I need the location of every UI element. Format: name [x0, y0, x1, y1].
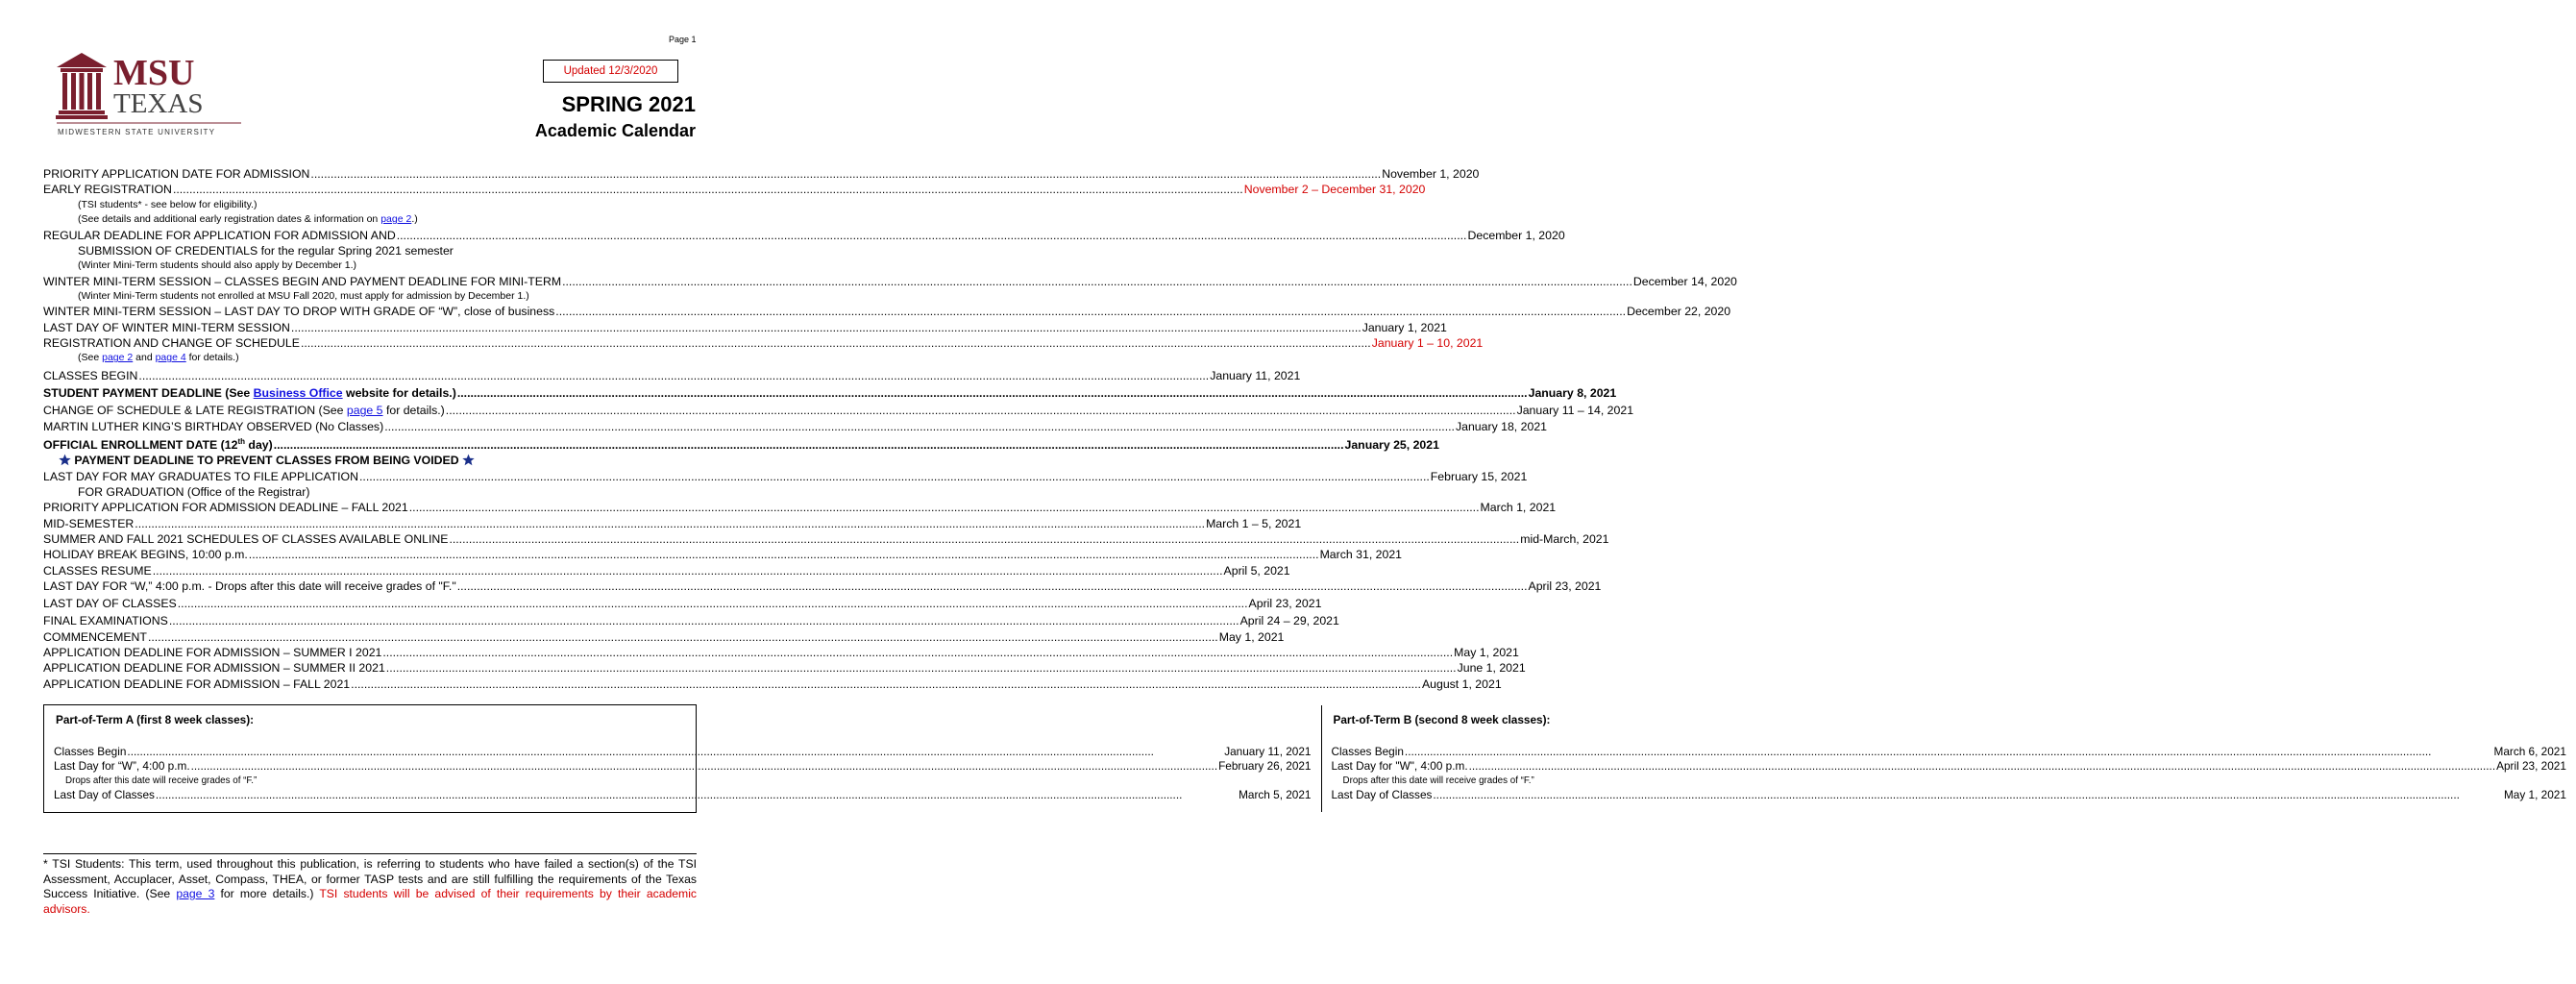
event-date: January 8, 2021 — [1528, 386, 1617, 401]
calendar-row — [43, 516, 1302, 531]
calendar-row — [43, 335, 1484, 351]
updated-date-box: Updated 12/3/2020 — [543, 60, 678, 83]
event-date: January 18, 2021 — [1455, 419, 1547, 433]
term-row — [1332, 759, 2566, 774]
calendar-row — [43, 563, 1290, 578]
part-of-term-a-title: Part-of-Term A (first 8 week classes): — [56, 713, 255, 726]
calendar-row — [43, 403, 1634, 418]
term-date: January 11, 2021 — [1224, 745, 1312, 758]
event-label: REGISTRATION AND CHANGE OF SCHEDULE — [43, 336, 300, 351]
term-note: Drops after this date will receive grades of “F.” — [1342, 775, 1534, 786]
calendar-row — [43, 660, 1526, 676]
event-label: OFFICIAL ENROLLMENT DATE (12th day) — [43, 437, 273, 453]
term-date: April 23, 2021 — [2496, 759, 2566, 773]
event-date: April 5, 2021 — [1223, 563, 1290, 578]
tsi-footnote: * TSI Students: This term, used throughout this publication, is referring to students who have failed a section(s) of the TSI Assessment, Accuplacer, Asset, Compass, THEA, or former TASP tests and are still fulfilling the requirements of the Texas Success Initiative. (See page 3 for more details.) TSI students will be advised of their requirements by their academic advisors. — [43, 853, 697, 922]
calendar-row — [43, 645, 1519, 660]
event-label: REGULAR DEADLINE FOR APPLICATION FOR ADMISSION AND — [43, 228, 396, 242]
term-title: SPRING 2021 — [561, 92, 696, 116]
event-date: April 24 – 29, 2021 — [1239, 614, 1339, 628]
event-label: PRIORITY APPLICATION DATE FOR ADMISSION — [43, 167, 310, 181]
calendar-row — [43, 419, 1547, 434]
event-label: CHANGE OF SCHEDULE & LATE REGISTRATION (See page 5 for details.) — [43, 404, 445, 418]
event-label: HOLIDAY BREAK BEGINS, 10:00 p.m. — [43, 548, 248, 562]
event-label: APPLICATION DEADLINE FOR ADMISSION – SUMMER II 2021 — [43, 661, 385, 676]
page-3-link[interactable]: page 3 — [176, 887, 215, 900]
term-label: Classes Begin — [1331, 745, 1404, 758]
term-label: Last Day of Classes — [54, 788, 155, 801]
page-number: Page 1 — [669, 35, 697, 44]
event-label: APPLICATION DEADLINE FOR ADMISSION – SUMMER I 2021 — [43, 646, 382, 660]
calendar-row — [43, 274, 1737, 289]
page-5-link[interactable]: page 5 — [346, 404, 383, 418]
event-note: FOR GRADUATION (Office of the Registrar) — [78, 485, 310, 500]
event-label: WINTER MINI-TERM SESSION – CLASSES BEGIN AND PAYMENT DEADLINE FOR MINI-TERM — [43, 274, 562, 288]
calendar-row — [43, 320, 1447, 335]
event-date: June 1, 2021 — [1457, 661, 1526, 676]
term-date: March 5, 2021 — [1239, 788, 1312, 801]
event-date: March 31, 2021 — [1319, 548, 1403, 562]
page-4-link[interactable]: page 4 — [155, 352, 186, 364]
event-label: FINAL EXAMINATIONS — [43, 614, 168, 628]
event-label: WINTER MINI-TERM SESSION – LAST DAY TO DROP WITH GRADE OF “W”, close of business — [43, 305, 555, 319]
logo-texas-text: TEXAS — [113, 88, 204, 119]
calendar-row — [43, 469, 1528, 484]
event-label: COMMENCEMENT — [43, 629, 147, 644]
event-date: January 11 – 14, 2021 — [1516, 404, 1634, 418]
term-label: Classes Begin — [54, 745, 127, 758]
event-date: April 23, 2021 — [1248, 597, 1322, 611]
event-label: LAST DAY FOR “W,” 4:00 p.m. - Drops after this date will receive grades of "F." — [43, 578, 456, 593]
page-2-link[interactable]: page 2 — [102, 352, 134, 364]
calendar-row — [43, 385, 1617, 401]
business-office-link[interactable]: Business Office — [253, 386, 343, 401]
event-date: November 2 – December 31, 2020 — [1243, 183, 1426, 197]
event-label: MARTIN LUTHER KING’S BIRTHDAY OBSERVED (No Classes) — [43, 419, 384, 433]
calendar-list — [43, 166, 1737, 692]
page-2-link[interactable]: page 2 — [380, 213, 412, 226]
event-label: PRIORITY APPLICATION FOR ADMISSION DEADLINE – FALL 2021 — [43, 501, 408, 515]
event-date: March 1, 2021 — [1480, 501, 1557, 515]
part-of-term-b-title: Part-of-Term B (second 8 week classes): — [1333, 713, 1551, 726]
event-note: (See details and additional early registration dates & information on page 2.) — [78, 213, 418, 226]
calendar-row — [43, 547, 1403, 562]
term-row — [54, 745, 1312, 759]
event-date: mid-March, 2021 — [1520, 531, 1609, 546]
event-date: April 23, 2021 — [1528, 578, 1602, 593]
event-note: (Winter Mini-Term students should also apply by December 1.) — [78, 259, 357, 272]
event-date: December 14, 2020 — [1632, 274, 1737, 288]
event-date: August 1, 2021 — [1421, 676, 1502, 691]
term-date: March 6, 2021 — [2493, 745, 2566, 758]
part-of-term-a — [44, 705, 1321, 812]
event-date: December 1, 2020 — [1467, 228, 1565, 242]
msu-texas-logo — [53, 46, 245, 142]
event-date: January 25, 2021 — [1344, 438, 1439, 453]
event-date: January 1, 2021 — [1362, 320, 1447, 334]
event-label: CLASSES BEGIN — [43, 368, 138, 382]
calendar-row — [43, 613, 1339, 628]
term-label: Last Day of Classes — [1331, 788, 1433, 801]
logo-university-text: MIDWESTERN STATE UNIVERSITY — [58, 128, 216, 136]
calendar-row — [43, 434, 1439, 453]
event-date: May 1, 2021 — [1218, 629, 1285, 644]
calendar-row — [43, 596, 1322, 611]
term-row — [1332, 745, 2566, 759]
event-date: November 1, 2020 — [1382, 167, 1480, 181]
calendar-row — [43, 182, 1426, 197]
event-note: SUBMISSION OF CREDENTIALS for the regular Spring 2021 semester — [78, 243, 454, 258]
calendar-row — [43, 578, 1602, 594]
event-note: (TSI students* - see below for eligibility.) — [78, 198, 258, 210]
calendar-row — [43, 304, 1731, 319]
event-label: STUDENT PAYMENT DEADLINE (See Business Office website for details.) — [43, 386, 456, 401]
event-date: January 11, 2021 — [1210, 368, 1301, 382]
calendar-row — [43, 500, 1557, 515]
page-subtitle: Academic Calendar — [534, 121, 696, 140]
term-row — [54, 788, 1312, 802]
event-date: December 22, 2020 — [1627, 305, 1731, 319]
term-label: Last Day for “W”, 4:00 p.m. — [54, 759, 190, 773]
event-note: (Winter Mini-Term students not enrolled at MSU Fall 2020, must apply for admission by December 1.) — [78, 289, 529, 302]
event-date: February 15, 2021 — [1430, 469, 1528, 483]
term-row — [1332, 788, 2566, 802]
part-of-term-boxes — [43, 704, 2566, 813]
term-date: February 26, 2021 — [1218, 759, 1312, 773]
event-label: EARLY REGISTRATION — [43, 183, 172, 197]
event-date: May 1, 2021 — [1454, 646, 1519, 660]
event-label: SUMMER AND FALL 2021 SCHEDULES OF CLASSES AVAILABLE ONLINE — [43, 531, 449, 546]
event-label: MID-SEMESTER — [43, 516, 135, 530]
event-label: LAST DAY OF WINTER MINI-TERM SESSION — [43, 320, 290, 334]
event-label: CLASSES RESUME — [43, 563, 152, 578]
event-note: (See page 2 and page 4 for details.) — [78, 352, 239, 364]
star-icon — [59, 454, 71, 466]
event-date: January 1 – 10, 2021 — [1371, 336, 1484, 351]
calendar-row — [43, 531, 1609, 547]
voided-warning: PAYMENT DEADLINE TO PREVENT CLASSES FROM BEING VOIDED — [43, 453, 697, 468]
calendar-row — [43, 629, 1285, 645]
part-of-term-b — [1321, 705, 2576, 812]
calendar-row — [43, 166, 1480, 182]
term-row — [54, 759, 1312, 774]
term-note: Drops after this date will receive grades of “F.” — [65, 775, 258, 786]
term-date: May 1, 2021 — [2503, 788, 2566, 801]
logo-msu-text: MSU — [113, 53, 195, 93]
event-date: March 1 – 5, 2021 — [1206, 516, 1302, 530]
event-label: APPLICATION DEADLINE FOR ADMISSION – FALL 2021 — [43, 676, 351, 691]
event-label: LAST DAY OF CLASSES — [43, 597, 177, 611]
calendar-row — [43, 676, 1502, 692]
term-label: Last Day for "W", 4:00 p.m. — [1331, 759, 1468, 773]
calendar-row — [43, 228, 1565, 243]
event-label: LAST DAY FOR MAY GRADUATES TO FILE APPLICATION — [43, 469, 359, 483]
star-icon — [462, 454, 475, 466]
calendar-row — [43, 368, 1301, 383]
